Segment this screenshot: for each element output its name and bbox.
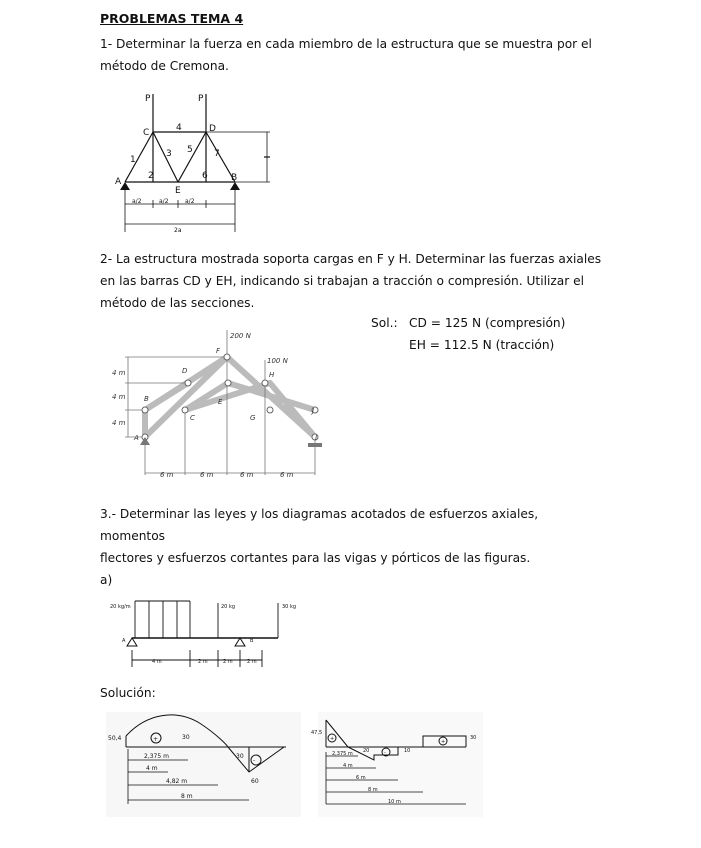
node-label: A [115, 177, 122, 187]
dimension-label: 2,375 m [332, 751, 353, 757]
dimension-label: 4,82 m [166, 778, 188, 785]
plus-sign: + [330, 736, 335, 742]
dimension-label: 6 m [356, 775, 366, 781]
node-label: J [312, 407, 315, 415]
problem-3-line-2: flectores y esfuerzos cortantes para las vigas y pórticos de las figuras. [100, 551, 531, 565]
dimension-label: 4 m [152, 659, 162, 665]
member-label: 5 [187, 145, 193, 155]
node-label: B [250, 638, 254, 644]
problem-3-item-a: a) [100, 573, 113, 587]
load-label: P [198, 94, 204, 104]
problem-2-line-3: método de las secciones. [100, 296, 255, 310]
load-label: 20 kg [221, 604, 236, 610]
moment-diagram [106, 712, 301, 817]
problem-2-line-1: 2- La estructura mostrada soporta cargas en F y H. Determinar las fuerzas axiales [100, 252, 602, 266]
problem-1-text [100, 33, 605, 77]
problem-2-text [100, 248, 605, 314]
member-label: 2 [148, 171, 154, 181]
dimension-label: 8 m [181, 793, 193, 800]
moment-value-label: 50,4 [108, 735, 122, 742]
node-label: C [190, 414, 195, 422]
node-label: F [216, 347, 221, 355]
dimension-label: 6 m [280, 471, 294, 479]
load-label: 30 kg [282, 604, 297, 610]
dimension-label: 10 m [388, 799, 401, 805]
dimension-label: a/2 [185, 198, 195, 205]
truss-figure-2 [110, 325, 335, 490]
solution-label: Sol.: [371, 316, 398, 330]
dimension-label: 2,375 m [144, 753, 169, 760]
dimension-label: 4 m [112, 393, 126, 401]
dimension-label: 4 m [112, 419, 126, 427]
page-title: PROBLEMAS TEMA 4 [100, 11, 244, 26]
load-label: 20 kg/m [110, 604, 131, 610]
dimension-label: 4 m [343, 763, 353, 769]
moment-value-label: 30 [236, 753, 244, 760]
node-label: H [269, 371, 275, 379]
moment-value-label: 30 [182, 734, 190, 741]
member-label: 6 [202, 171, 208, 181]
plus-sign: + [153, 736, 159, 743]
dimension-label: 4 m [112, 369, 126, 377]
dimension-label: 4 m [146, 765, 158, 772]
shear-diagram [311, 712, 483, 817]
solution-heading: Solución: [100, 686, 156, 700]
minus-sign: - [253, 757, 256, 764]
dimension-label: 2 m [198, 659, 208, 665]
minus-sign: - [384, 750, 386, 756]
dimension-label: 2a [174, 227, 182, 234]
shear-value-label: 10 [404, 748, 411, 754]
dimension-label: 6 m [160, 471, 174, 479]
dimension-label: 8 m [368, 787, 378, 793]
problem-3-text [100, 503, 605, 591]
node-label: C [143, 128, 150, 138]
plus-sign: + [441, 739, 446, 745]
node-label: D [209, 124, 216, 134]
node-label: A [122, 638, 126, 644]
moment-value-label: 60 [251, 778, 259, 785]
shear-value-label: 30 [470, 735, 477, 741]
node-label: G [250, 414, 256, 422]
dimension-label: 2 m [247, 659, 257, 665]
solution-cd: CD = 125 N (compresión) [409, 316, 566, 330]
problem-1-line-2: método de Cremona. [100, 59, 229, 73]
beam-figure [110, 595, 305, 675]
load-label: 100 N [267, 357, 288, 365]
node-label: B [231, 173, 238, 183]
solution-eh: EH = 112.5 N (tracción) [409, 338, 555, 352]
load-label: P [145, 94, 151, 104]
problem-2-line-2: en las barras CD y EH, indicando si trabajan a tracción o compresión. Utilizar el [100, 274, 585, 288]
truss-figure-1 [110, 92, 280, 237]
member-label: 4 [176, 123, 182, 133]
node-label: I [315, 434, 318, 442]
member-label: 7 [214, 149, 220, 159]
dimension-label: 6 m [240, 471, 254, 479]
dimension-label: a/2 [159, 198, 169, 205]
dimension-label: a/2 [132, 198, 142, 205]
node-label: E [175, 186, 181, 196]
node-label: B [144, 395, 149, 403]
node-label: A [134, 434, 139, 442]
member-label: 1 [130, 155, 136, 165]
dimension-label: 6 m [200, 471, 214, 479]
node-label: E [218, 398, 223, 406]
shear-value-label: 47,5 [311, 730, 323, 736]
member-label: 3 [166, 149, 172, 159]
problem-1-line-1: 1- Determinar la fuerza en cada miembro de la estructura que se muestra por el [100, 37, 592, 51]
shear-value-label: 20 [363, 748, 370, 754]
dimension-label: 2 m [223, 659, 233, 665]
problem-3-line-1: 3.- Determinar las leyes y los diagramas acotados de esfuerzos axiales, momentos [100, 507, 539, 543]
load-label: 200 N [230, 332, 251, 340]
node-label: D [182, 367, 188, 375]
